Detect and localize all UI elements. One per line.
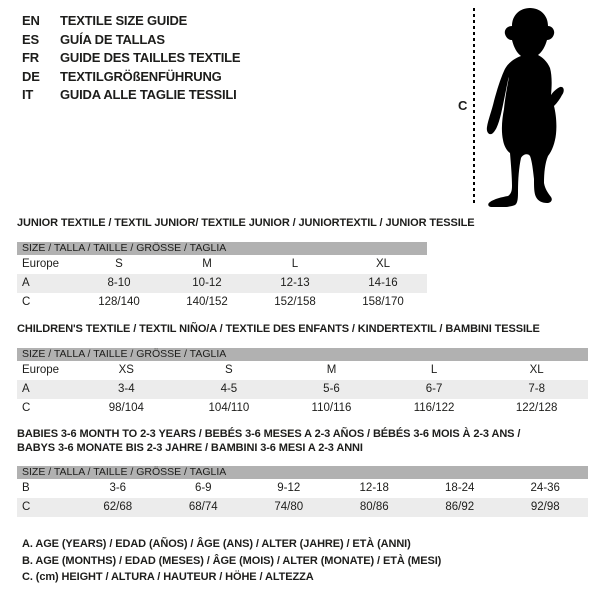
row-label: C: [22, 501, 31, 513]
cell: 3-6: [109, 482, 127, 494]
lang-code: ES: [22, 31, 39, 47]
row-label: Europe: [22, 258, 60, 270]
cell: 5-6: [323, 383, 340, 395]
language-header: [22, 12, 240, 105]
cell: XL: [529, 364, 544, 376]
cell: L: [430, 364, 438, 376]
cell: 7-8: [528, 383, 545, 395]
table-row-age: [17, 380, 588, 399]
cell: 4-5: [220, 383, 238, 395]
cell: 152/158: [274, 296, 316, 308]
lang-title: TEXTILGRÖßENFÜHRUNG: [60, 68, 222, 84]
cell: 12-13: [280, 277, 310, 289]
cell: 158/170: [362, 296, 404, 308]
height-measure-label: C: [458, 98, 468, 113]
lang-code: IT: [22, 87, 34, 102]
lang-row-fr: [22, 49, 240, 68]
row-label: A: [22, 383, 30, 395]
cell: 24-36: [530, 482, 560, 494]
size-header-bar: SIZE / TALLA / TAILLE / GRÖSSE / TAGLIA: [17, 242, 427, 255]
cell: 122/128: [515, 402, 558, 414]
cell: 80/86: [359, 501, 389, 513]
legend-line-b: B. AGE (MONTHS) / EDAD (MESES) / ÂGE (MOIS) / ALTER (MONATE) / ETÀ (MESI): [22, 554, 442, 567]
row-label: Europe: [22, 364, 60, 376]
table-row-height: [17, 399, 588, 418]
table-row-height: [17, 498, 588, 517]
cell: 116/122: [413, 402, 455, 414]
toddler-silhouette-icon: [484, 7, 576, 207]
cell: XS: [118, 364, 134, 376]
lang-title: GUÍA DE TALLAS: [60, 31, 165, 47]
row-label: C: [22, 402, 31, 414]
cell: S: [115, 258, 123, 270]
table-title: CHILDREN'S TEXTILE / TEXTIL NIÑO/A / TEXTILE DES ENFANTS / KINDERTEXTIL / BAMBINI TESSILE: [17, 323, 540, 335]
lang-row-it: [22, 86, 240, 105]
lang-code: FR: [22, 50, 39, 65]
junior-textile-table: [17, 216, 475, 312]
cell: M: [202, 258, 212, 270]
cell: S: [225, 364, 233, 376]
cell: 8-10: [107, 277, 131, 289]
cell: 128/140: [98, 296, 140, 308]
cell: 6-9: [194, 482, 212, 494]
cell: 3-4: [117, 383, 135, 395]
table-row-height: [17, 293, 427, 312]
table-title-line1: BABIES 3-6 MONTH TO 2-3 YEARS / BEBÉS 3-6 MESES A 2-3 AÑOS / BÉBÉS 3-6 MOIS À 2-3 ANS /: [17, 428, 521, 440]
lang-row-de: [22, 68, 240, 87]
cell: 62/68: [103, 501, 133, 513]
cell: 92/98: [530, 501, 560, 513]
cell: 104/110: [208, 402, 250, 414]
cell: 18-24: [445, 482, 475, 494]
size-header-bar: SIZE / TALLA / TAILLE / GRÖSSE / TAGLIA: [17, 466, 588, 479]
cell: M: [326, 364, 337, 376]
cell: 110/116: [311, 402, 352, 414]
cell: 74/80: [274, 501, 304, 513]
lang-row-es: [22, 31, 240, 50]
row-label: A: [22, 277, 30, 289]
legend-line-c: C. (cm) HEIGHT / ALTURA / HAUTEUR / HÖHE / ALTEZZA: [22, 571, 314, 583]
lang-row-en: [22, 12, 240, 31]
babies-textile-table: [17, 427, 588, 517]
lang-title: GUIDA ALLE TAGLIE TESSILI: [60, 87, 237, 102]
cell: 68/74: [188, 501, 218, 513]
cell: 9-12: [277, 482, 301, 494]
cell: L: [291, 258, 299, 270]
lang-title: TEXTILE SIZE GUIDE: [60, 13, 188, 28]
cell: 14-16: [368, 277, 398, 289]
legend-notes: [22, 536, 441, 586]
cell: 6-7: [425, 383, 443, 395]
lang-title: GUIDE DES TAILLES TEXTILE: [60, 50, 241, 65]
legend-line-a: A. AGE (YEARS) / EDAD (AÑOS) / ÂGE (ANS) / ALTER (JAHRE) / ETÀ (ANNI): [22, 538, 411, 550]
height-figure: [440, 0, 600, 215]
cell: 12-18: [359, 482, 389, 494]
table-row-age-months: [17, 479, 588, 498]
cell: 98/104: [108, 402, 144, 414]
children-textile-table: [17, 322, 588, 418]
row-label: C: [22, 296, 31, 308]
cell: 86/92: [445, 501, 475, 513]
cell: 10-12: [192, 277, 222, 289]
cell: 140/152: [186, 296, 228, 308]
table-row-age: [17, 274, 427, 293]
size-header-bar: SIZE / TALLA / TAILLE / GRÖSSE / TAGLIA: [17, 348, 588, 361]
table-row-europe: [17, 361, 588, 380]
cell: XL: [375, 258, 391, 270]
table-title: JUNIOR TEXTILE / TEXTIL JUNIOR/ TEXTILE JUNIOR / JUNIORTEXTIL / JUNIOR TESSILE: [17, 217, 475, 229]
lang-code: EN: [22, 13, 40, 28]
lang-code: DE: [22, 68, 40, 84]
row-label: B: [22, 482, 30, 494]
height-measure-line: [473, 8, 475, 206]
table-title-line2: BABYS 3-6 MONATE BIS 2-3 JAHRE / BAMBINI 3-6 MESI A 2-3 ANNI: [17, 442, 363, 454]
table-row-europe: [17, 255, 427, 274]
